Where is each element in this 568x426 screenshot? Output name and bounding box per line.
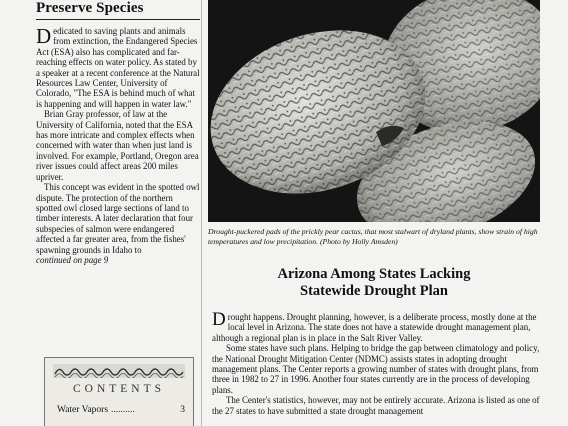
left-paragraph-1-text: edicated to saving plants and animals from extinction, the Endangered Species Act (ESA) also has complicated and far-reaching effects on water policy. As stated by a speaker at a recent conference at the Natural Resources Law Center, University of Colorado, "The ESA is behind much of what is happening and will happen in water law." [36,26,200,109]
article-body [212,309,542,416]
left-paragraph-3: This concept was evident in the spotted owl dispute. The protection of the northern spotted owl closed large sections of land to timber interests. A later declaration that four subspecies of salmon were endangered affected a far greater area, from the fishes' spawning grounds in Idaho to [36,182,200,255]
cactus-photo [208,0,540,222]
drop-cap: D [36,24,52,48]
column-divider [201,0,202,426]
toc-item-page: 3 [180,405,185,415]
article-paragraph-1 [212,309,542,343]
article-drop-cap: D [212,309,226,330]
column-heading: Preserve Species [36,0,144,16]
left-column-body [36,26,200,265]
left-column [36,0,200,265]
prickly-pear-cactus-photo-icon [208,0,540,222]
contents-title: CONTENTS [72,383,166,395]
contents-box [44,357,194,426]
toc-leader-dots: .......... [111,405,135,415]
continued-note: continued on page 9 [36,254,109,265]
left-paragraph-1 [36,26,200,109]
toc-item-water-vapors[interactable] [57,405,185,416]
article-paragraph-2: Some states have such plans. Helping to bridge the gap between climatology and policy, the National Drought Mitigation Center (NDMC) assists states in adopting drought management plans. The Center reports a growing number of states with drought plans, from three in 1982 to 27 in 1996. Another four states currently are in the process of developing plans. [212,343,540,395]
left-paragraph-2: Brian Gray professor, of law at the University of California, noted that the ESA has more intricate and complex effects when concerned with water than when just land is involved. For example, Portland, Oregon area river issues could affect areas 200 miles upriver. [36,109,199,182]
article-paragraph-1-text: rought happens. Drought planning, however, is a deliberate process, mostly done at the local level in Arizona. The state does not have a statewide drought management plan, although a regional plan is in place in the Salt River Valley. [212,312,537,343]
article-paragraph-3: The Center's statistics, however, may not be entirely accurate. Arizona is listed as one of the 27 states to have submitted a state drought management [212,395,540,416]
heading-rule [36,19,200,20]
toc-item-label: Water Vapors [57,405,109,415]
article-title [214,266,534,300]
article-title-line-2: Statewide Drought Plan [300,283,448,299]
wave-ornament [53,364,185,378]
photo-caption: Drought-puckered pads of the prickly pear cactus, that most stalwart of dryland plants, show strain of high temperatures and low precipitation. (Photo by Holly Amsden) [208,227,538,246]
article-title-line-1: Arizona Among States Lacking [277,266,471,282]
